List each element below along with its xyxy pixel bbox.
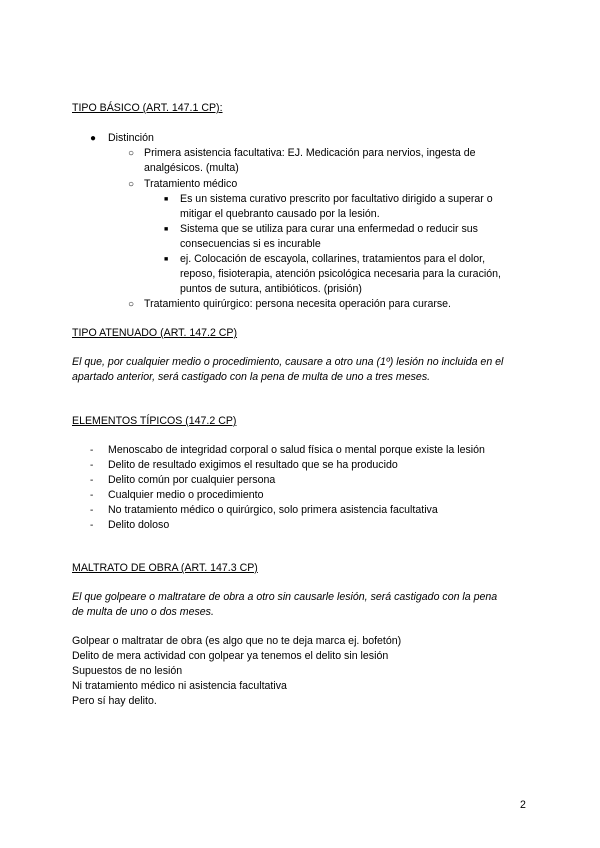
bullet-square-icon: ■	[164, 196, 169, 203]
bullet-circle-icon: ○	[128, 299, 135, 310]
paragraph-line: Delito de mera actividad con golpear ya tenemos el delito sin lesión	[72, 650, 389, 662]
bullet-dash-icon: -	[90, 490, 94, 501]
bullet-dash-icon: -	[90, 475, 94, 486]
heading-tipo-atenuado: TIPO ATENUADO (ART. 147.2 CP)	[72, 327, 238, 339]
list-item: Delito doloso	[108, 519, 170, 531]
paragraph-line: Golpear o maltratar de obra (es algo que no te deja marca ej. bofetón)	[72, 635, 402, 647]
list-item: Delito de resultado exigimos el resultado que se ha producido	[108, 459, 398, 471]
list-item: No tratamiento médico o quirúrgico, solo primera asistencia facultativa	[108, 504, 438, 516]
atenuado-text-line1: El que, por cualquier medio o procedimiento, causare a otro una (1º) lesión no incluida en el	[72, 356, 504, 368]
sub-sub-item-1-line2: mitigar el quebranto causado por la lesión.	[180, 208, 380, 220]
sub-sub-item-3-line2: reposo, fisioterapia, atención psicológica necesaria para la curación,	[180, 268, 501, 280]
bullet-square-icon: ■	[164, 256, 169, 263]
heading-tipo-basico: TIPO BÁSICO (ART. 147.1 CP):	[72, 102, 223, 114]
bullet-circle-icon: ○	[128, 148, 135, 159]
sub-item-primera-asistencia-line1: Primera asistencia facultativa: EJ. Medicación para nervios, ingesta de	[144, 147, 476, 159]
sub-sub-item-3-line1: ej. Colocación de escayola, collarines, tratamientos para el dolor,	[180, 253, 486, 265]
page-number: 2	[520, 799, 526, 811]
sub-sub-item-2-line1: Sistema que se utiliza para curar una enfermedad o reducir sus	[180, 223, 478, 235]
sub-item-tratamiento-medico: Tratamiento médico	[144, 178, 238, 190]
sub-sub-item-1-line1: Es un sistema curativo prescrito por facultativo dirigido a superar o	[180, 193, 493, 205]
atenuado-text-line2: apartado anterior, será castigado con la pena de multa de uno a tres meses.	[72, 371, 431, 383]
bullet-disc-icon: ●	[90, 133, 97, 144]
heading-maltrato-de-obra: MALTRATO DE OBRA (ART. 147.3 CP)	[72, 562, 258, 574]
maltrato-text-line1: El que golpeare o maltratare de obra a otro sin causarle lesión, será castigado con la pena	[72, 591, 498, 603]
maltrato-text-line2: de multa de uno o dos meses.	[72, 606, 214, 618]
bullet-dash-icon: -	[90, 460, 94, 471]
list-item: Cualquier medio o procedimiento	[108, 489, 264, 501]
sub-item-tratamiento-quirurgico: Tratamiento quirúrgico: persona necesita operación para curarse.	[144, 298, 451, 310]
list-item-distincion: Distinción	[108, 132, 154, 144]
paragraph-line: Supuestos de no lesión	[72, 665, 183, 677]
bullet-dash-icon: -	[90, 520, 94, 531]
list-item: Menoscabo de integridad corporal o salud física o mental porque existe la lesión	[108, 444, 485, 456]
bullet-square-icon: ■	[164, 226, 169, 233]
bullet-dash-icon: -	[90, 445, 94, 456]
bullet-circle-icon: ○	[128, 179, 135, 190]
paragraph-line: Pero sí hay delito.	[72, 695, 157, 707]
bullet-dash-icon: -	[90, 505, 94, 516]
list-item: Delito común por cualquier persona	[108, 474, 276, 486]
paragraph-line: Ni tratamiento médico ni asistencia facultativa	[72, 680, 287, 692]
sub-item-primera-asistencia-line2: analgésicos. (multa)	[144, 162, 239, 174]
heading-elementos-tipicos: ELEMENTOS TÍPICOS (147.2 CP)	[72, 415, 237, 427]
sub-sub-item-2-line2: consecuencias si es incurable	[180, 238, 321, 250]
sub-sub-item-3-line3: puntos de sutura, antibióticos. (prisión)	[180, 283, 362, 295]
